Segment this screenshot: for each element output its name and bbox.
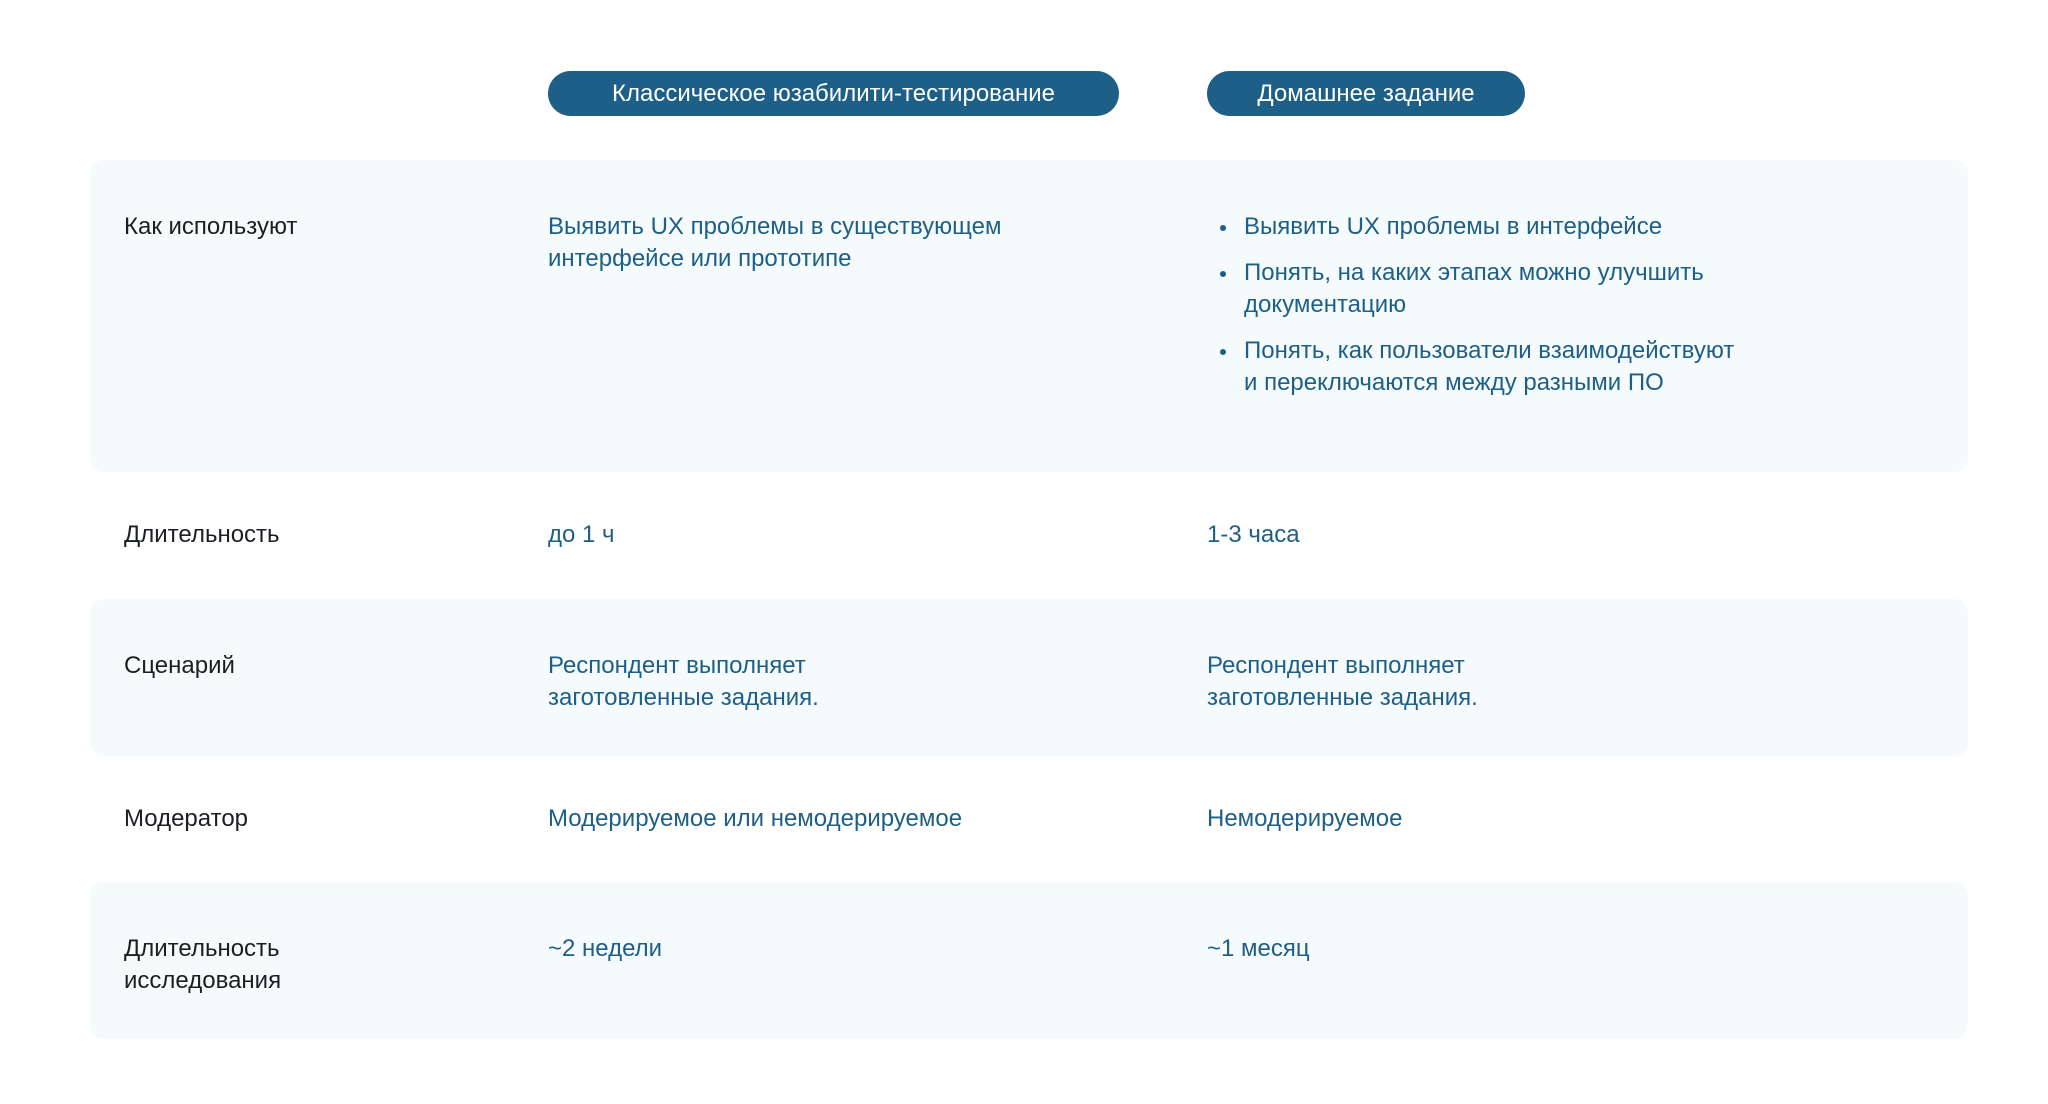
scenario-home-value: Респондент выполняет заготовленные задания. — [1207, 652, 1478, 711]
table-row-research-duration — [90, 882, 1968, 1039]
usage-classic-value: Выявить UX проблемы в существующем интерфейсе или прототипе — [548, 213, 1002, 272]
list-item: Понять, на каких этапах можно улучшить документацию — [1207, 257, 1754, 321]
research-duration-home-value: ~1 месяц — [1207, 935, 1310, 962]
row-label-duration: Длительность — [124, 521, 280, 548]
table-row-scenario — [90, 599, 1968, 756]
column-headers — [0, 71, 2048, 116]
list-item: Понять, как пользователи взаимодействуют и переключаются между разными ПО — [1207, 335, 1754, 399]
comparison-table — [90, 160, 1968, 1039]
bullet-list — [1207, 211, 1767, 399]
row-label-research-duration: Длительность исследования — [124, 935, 282, 994]
header-homework: Домашнее задание — [1207, 71, 1525, 116]
row-label-moderator: Модератор — [124, 805, 249, 832]
table-row-moderator — [90, 756, 1968, 882]
moderator-home-value: Немодерируемое — [1207, 805, 1403, 832]
duration-home-value: 1-3 часа — [1207, 521, 1300, 548]
list-item: Выявить UX проблемы в интерфейсе — [1207, 211, 1764, 243]
duration-classic-value: до 1 ч — [548, 521, 615, 548]
usage-home-list — [1207, 211, 1767, 399]
table-row-usage — [90, 160, 1968, 472]
moderator-classic-value: Модерируемое или немодерируемое — [548, 805, 963, 832]
research-duration-classic-value: ~2 недели — [548, 935, 663, 962]
row-label-scenario: Сценарий — [124, 652, 235, 679]
scenario-classic-value: Респондент выполняет заготовленные задания. — [548, 652, 819, 711]
header-classic-usability-testing: Классическое юзабилити-тестирование — [548, 71, 1119, 116]
row-label-usage: Как используют — [124, 213, 298, 240]
table-row-duration — [90, 472, 1968, 599]
